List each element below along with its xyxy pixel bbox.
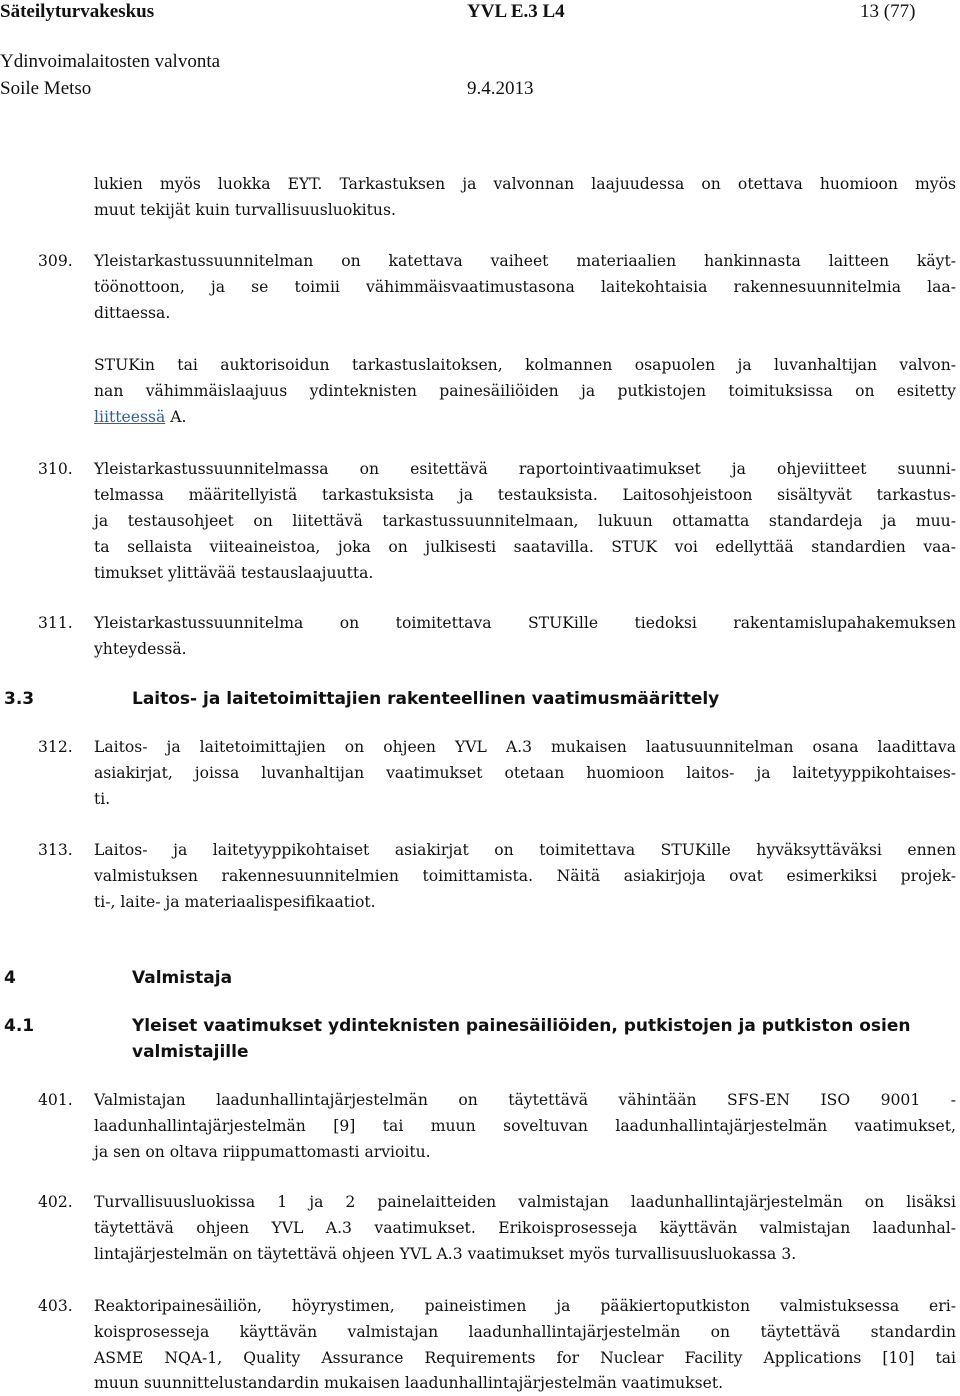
section-title: Yleiset vaatimukset ydinteknisten painesäiliöiden, putkistojen ja putkiston osien [132,1016,911,1036]
paragraph-number: 312. [38,738,73,756]
paragraph-line: valmistuksen rakennesuunnitelmien toimittamista. Näitä asiakirjoja ovat esimerkiksi projek- [94,867,956,885]
paragraph-line: ti. [94,790,111,808]
paragraph-line: täytettävä ohjeen YVL A.3 vaatimukset. Erikoisprosesseja käyttävän valmistajan laadunhal- [94,1219,956,1237]
paragraph-line: Valmistajan laadunhallintajärjestelmän on täytettävä vähintään SFS-EN ISO 9001 - [94,1091,956,1109]
paragraph-line: telmassa määritellyistä tarkastuksista ja testauksista. Laitosohjeistoon sisältyvät tarkastus- [94,486,956,504]
section-title: Laitos- ja laitetoimittajien rakenteellinen vaatimusmäärittely [132,689,720,709]
header-author: Soile Metso [0,78,92,99]
paragraph-line: lintajärjestelmän on täytettävä ohjeen YVL A.3 vaatimukset myös turvallisuusluokassa 3. [94,1245,797,1263]
header-date: 9.4.2013 [467,78,534,99]
paragraph-line: STUKin tai auktorisoidun tarkastuslaitoksen, kolmannen osapuolen ja luvanhaltijan valvon- [94,356,956,374]
paragraph-line: töönottoon, ja se toimii vähimmäisvaatimustasona laitekohtaisia rakennesuunnitelmia laa- [94,278,956,296]
paragraph-line: Turvallisuusluokissa 1 ja 2 painelaitteiden valmistajan laadunhallintajärjestelmän on lisäksi [94,1193,956,1211]
paragraph-line: ti-, laite- ja materiaalispesifikaatiot. [94,893,376,911]
paragraph-number: 402. [38,1193,73,1211]
link-suffix: A. [165,408,187,426]
paragraph-line: timukset ylittävää testauslaajuutta. [94,564,374,582]
paragraph-number: 313. [38,841,73,859]
chapter-number: 4 [4,968,16,988]
appendix-link[interactable]: liitteessä [94,408,166,426]
paragraph-line: Yleistarkastussuunnitelma on toimitettava STUKille tiedoksi rakentamislupahakemuksen [94,614,956,632]
paragraph-line: nan vähimmäislaajuus ydinteknisten painesäiliöiden ja putkistojen toimituksissa on esitetty [94,382,956,400]
paragraph-line: Yleistarkastussuunnitelmassa on esitettävä raportointivaatimukset ja ohjeviitteet suunni- [94,460,956,478]
paragraph-line: ja sen on oltava riippumattomasti arvioitu. [94,1143,431,1161]
header-doc-id: YVL E.3 L4 [467,1,565,22]
paragraph-line: yhteydessä. [94,640,187,658]
paragraph-number: 401. [38,1091,73,1109]
header-page-number: 13 (77) [860,1,916,22]
section-number: 4.1 [4,1016,35,1036]
paragraph-line: asiakirjat, joissa luvanhaltijan vaatimukset otetaan huomioon laitos- ja laitetyyppikohtaises- [94,764,956,782]
paragraph-line: muun suunnittelustandardin mukaisen laadunhallintajärjestelmän vaatimukset. [94,1374,724,1392]
paragraph-line: Laitos- ja laitetoimittajien on ohjeen YVL A.3 mukaisen laatusuunnitelman osana laadittava [94,738,956,756]
paragraph-line: ASME NQA-1, Quality Assurance Requirements for Nuclear Facility Applications [10] tai [94,1349,956,1367]
paragraph-line: lukien myös luokka EYT. Tarkastuksen ja valvonnan laajuudessa on otettava huomioon myös [94,175,956,193]
paragraph-line: Reaktoripainesäiliön, höyrystimen, paineistimen ja pääkiertoputkiston valmistuksessa eri- [94,1297,956,1315]
paragraph-number: 311. [38,614,73,632]
section-title: valmistajille [132,1042,249,1062]
paragraph-line: ja testausohjeet on liitettävä tarkastussuunnitelmaan, lukuun ottamatta standardeja ja muu- [94,512,956,530]
paragraph-line [94,404,186,430]
paragraph-line: Yleistarkastussuunnitelman on katettava vaiheet materiaalien hankinnasta laitteen käyt- [94,252,956,270]
paragraph-number: 403. [38,1297,73,1315]
chapter-title: Valmistaja [132,968,233,988]
header-organization: Säteilyturvakeskus [0,1,155,22]
paragraph-line: ta sellaista viiteaineistoa, joka on julkisesti saatavilla. STUK voi edellyttää standardien vaa- [94,538,956,556]
paragraph-line: laadunhallintajärjestelmän [9] tai muun soveltuvan laadunhallintajärjestelmän vaatimukset, [94,1117,956,1135]
paragraph-line: dittaessa. [94,304,171,322]
header-department: Ydinvoimalaitosten valvonta [0,51,221,72]
paragraph-line: muut tekijät kuin turvallisuusluokitus. [94,201,396,219]
paragraph-line: Laitos- ja laitetyyppikohtaiset asiakirjat on toimitettava STUKille hyväksyttäväksi ennen [94,841,956,859]
paragraph-line: koisprosesseja käyttävän valmistajan laadunhallintajärjestelmän on täytettävä standardin [94,1323,956,1341]
paragraph-number: 309. [38,252,73,270]
section-number: 3.3 [4,689,35,709]
paragraph-number: 310. [38,460,73,478]
